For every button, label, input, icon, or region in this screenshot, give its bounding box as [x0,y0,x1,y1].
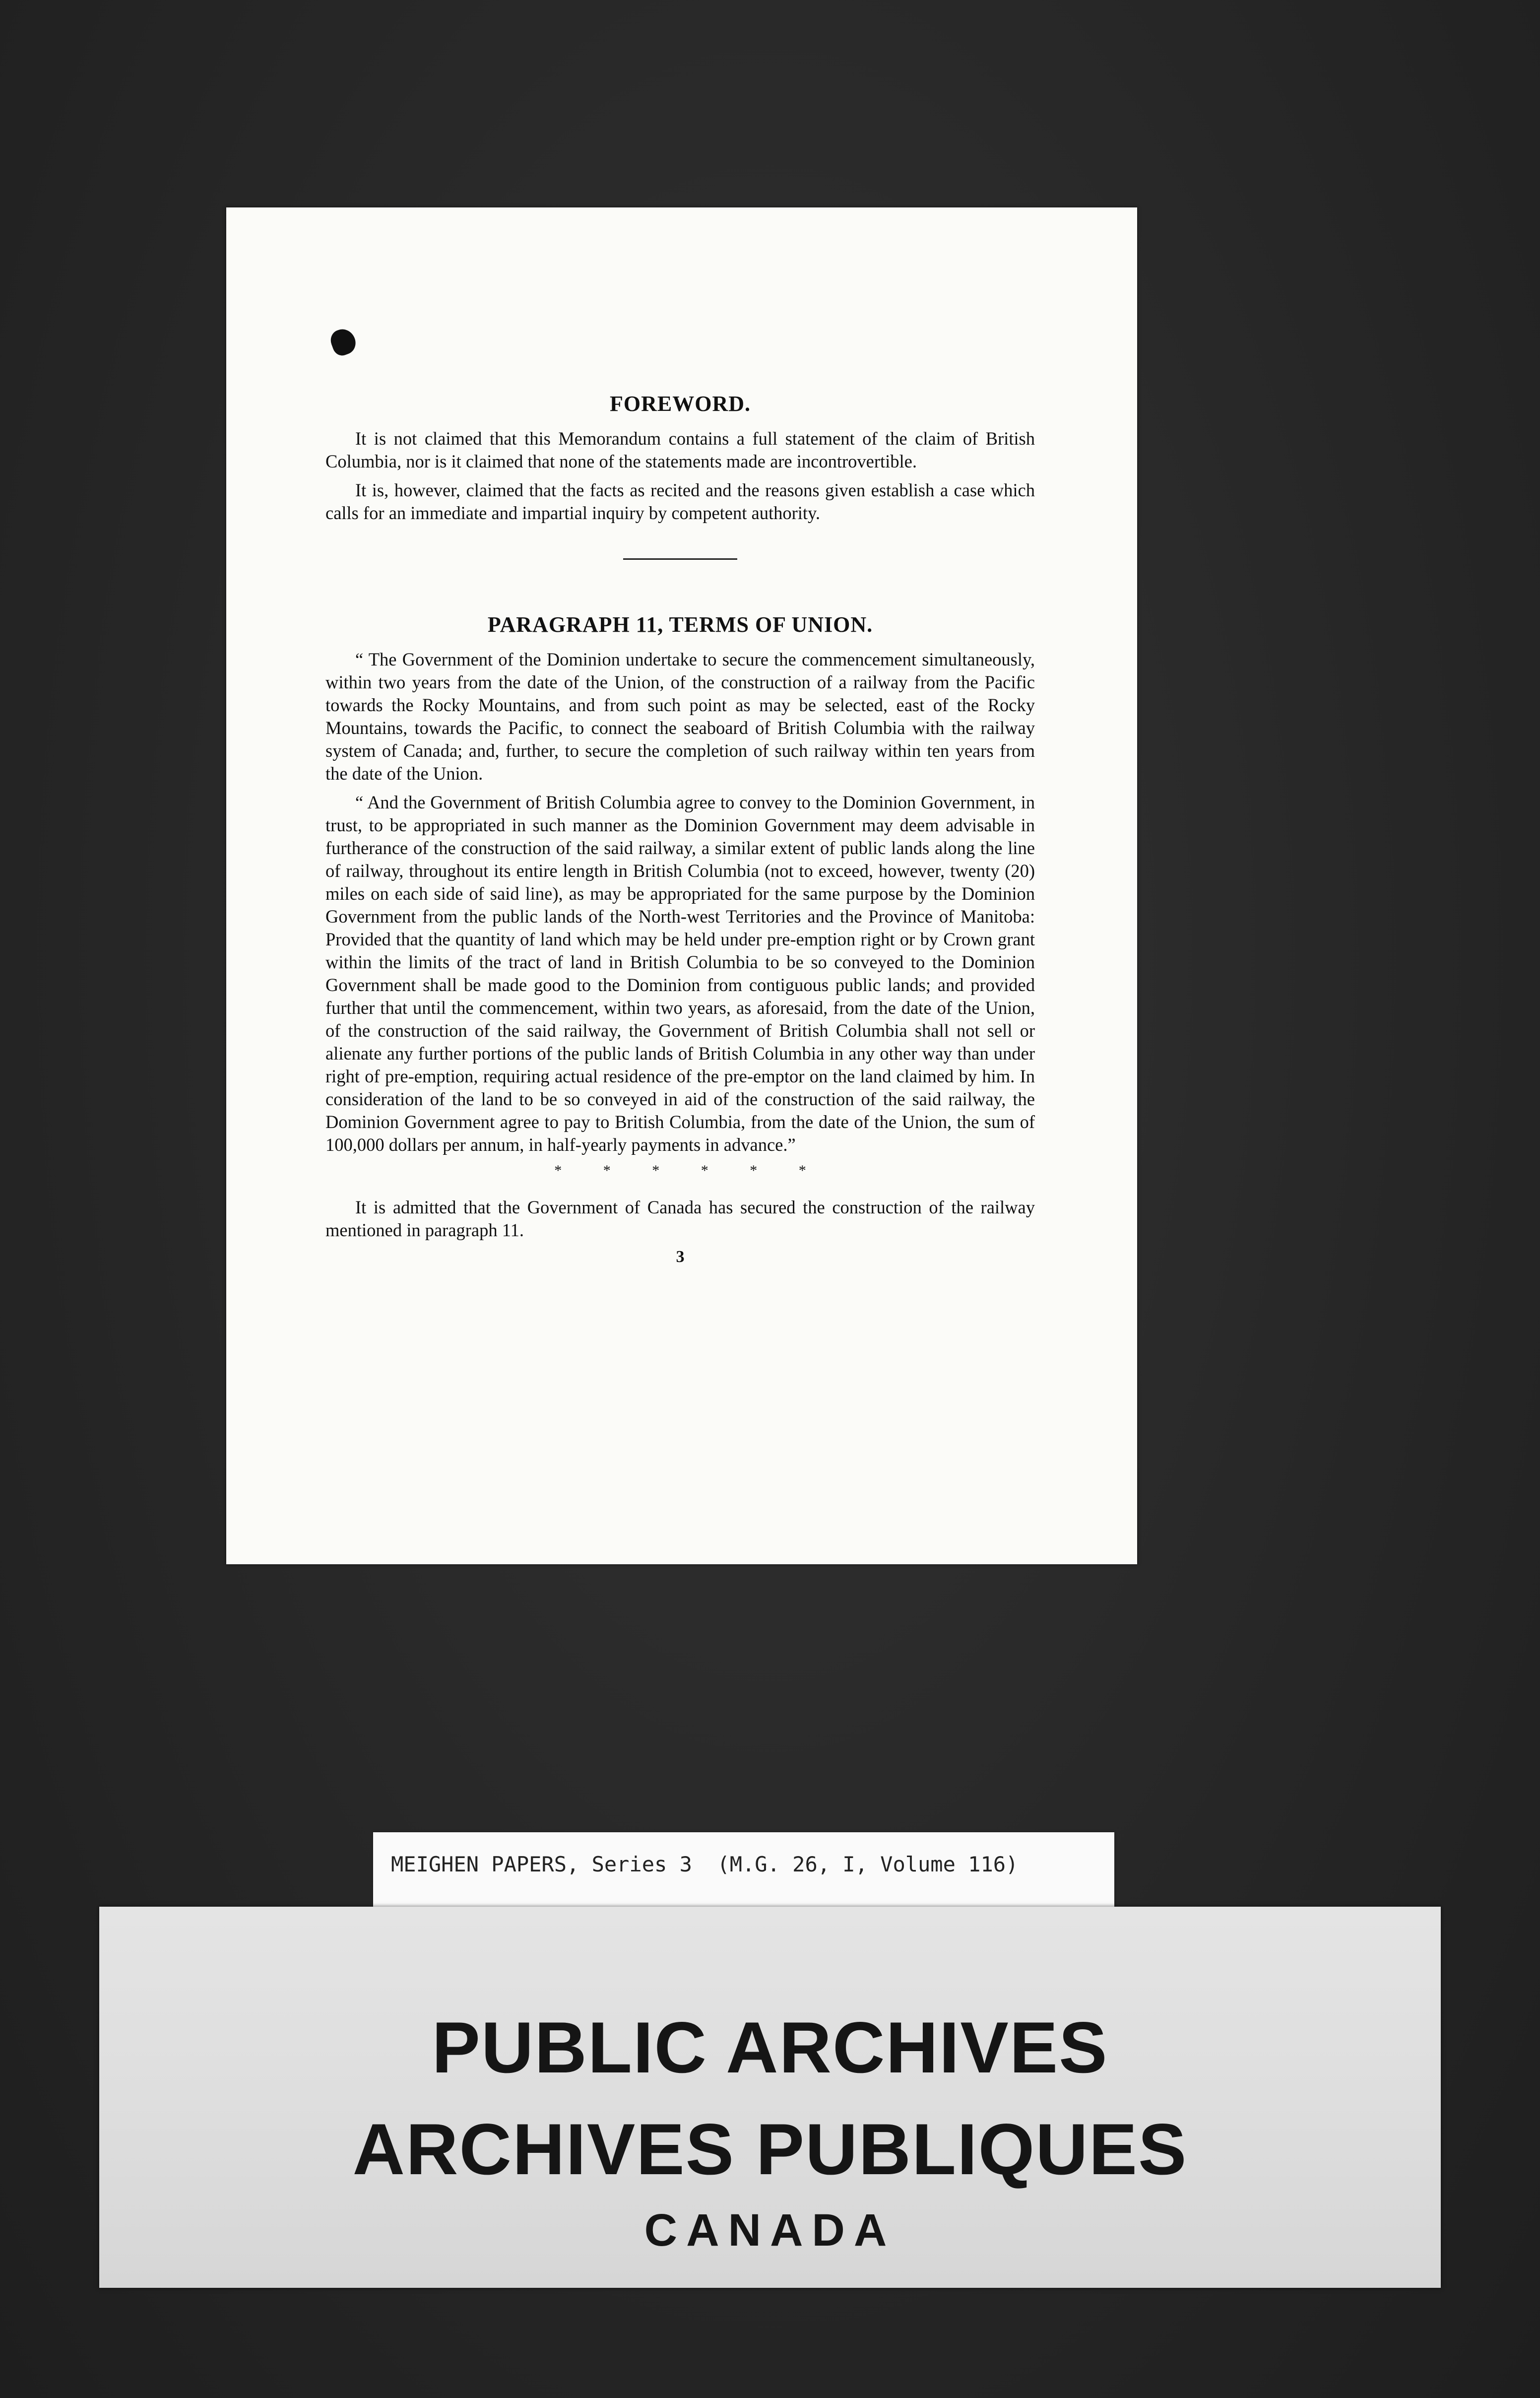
asterisk-separator: * * * * * * [554,1162,825,1179]
closing-paragraph: It is admitted that the Government of Canada has secured the construction of the railway mentioned in paragraph 11. [325,1197,1035,1240]
page-content [325,391,1035,1266]
reference-label [373,1832,1114,1907]
stamp-line-country: CANADA [644,2205,896,2256]
page-number: 3 [676,1248,685,1266]
document-page [226,207,1137,1564]
terms-paragraph: “ The Government of the Dominion undertake to secure the commencement simultaneously, within two years from the date of the Union, of the construction of a railway from the Pacific towards the Rocky Mountains, and from such point as may be selected, east of the Rocky Mountains, towards the Pacific, to connect the seaboard of British Columbia with the railway system of Canada; and, further, to secure the completion of such railway within ten years from the date of the Union. [325,649,1035,784]
reference-label-text: MEIGHEN PAPERS, Series 3 (M.G. 26, I, Volume 116) [391,1852,1019,1876]
terms-paragraph: “ And the Government of British Columbia agree to convey to the Dominion Government, in trust, to be appropriated in such manner as the Dominion Government may deem advisable in furtherance of the construction of the said railway, a similar extent of public lands along the line of railway, throughout its entire length in British Columbia (not to exceed, however, twenty (20) miles on each side of said line), as may be appropriated for the same purpose by the Dominion Government from the public lands of the North-west Territories and the Province of Manitoba: Provided that the quantity of land which may be held under pre-emption right or by Crown grant within the limits of the tract of land in British Columbia to be so conveyed to the Dominion Government shall be made good to the Dominion from contiguous public lands; and provided further that until the commencement, within two years, as aforesaid, from the date of the Union, of the construction of the said railway, the Government of British Columbia shall not sell or alienate any further portions of the public lands of British Columbia in any other way than under right of pre-emption, requiring actual residence of the pre-emptor on the land claimed by him. In consideration of the land to be so conveyed in aid of the construction of the said railway, the Dominion Government agree to pay to British Columbia, from the date of the Union, the sum of 100,000 dollars per annum, in half-yearly payments in advance.” [325,792,1035,1155]
stamp-line-french: ARCHIVES PUBLIQUES [352,2109,1188,2190]
section-divider [623,558,737,560]
foreword-paragraph: It is, however, claimed that the facts as recited and the reasons given establish a case which calls for an immediate and impartial inquiry by competent authority. [325,480,1035,523]
ink-blot [328,326,359,358]
stamp-line-english: PUBLIC ARCHIVES [432,2007,1108,2088]
terms-heading: PARAGRAPH 11, TERMS OF UNION. [487,612,873,637]
foreword-heading: FOREWORD. [610,392,751,416]
foreword-paragraph: It is not claimed that this Memorandum contains a full statement of the claim of British Columbia, nor is it claimed that none of the statements made are incontrovertible. [325,428,1035,471]
archive-stamp [99,1907,1441,2288]
